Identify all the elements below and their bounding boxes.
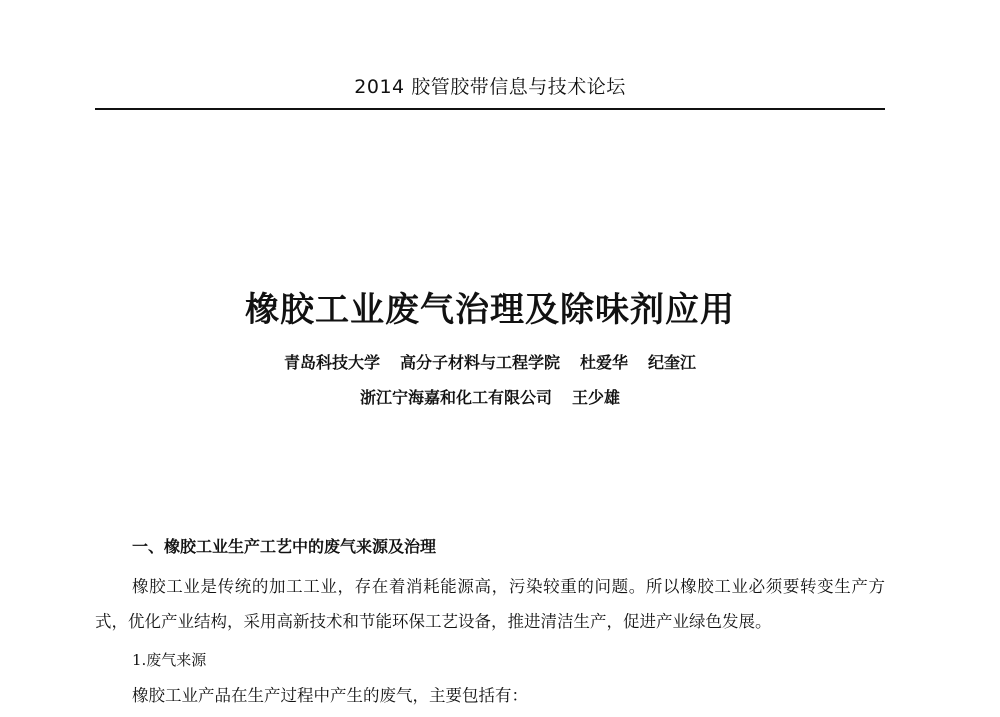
author-line-1 (95, 351, 885, 375)
article-title: 橡胶工业废气治理及除味剂应用 (245, 290, 735, 330)
author-name: 杜爱华 (580, 353, 629, 372)
author-name: 王少雄 (572, 388, 621, 407)
affiliation-college: 高分子材料与工程学院 (399, 353, 560, 372)
subsection-heading: 1.废气来源 (132, 651, 207, 669)
author-name: 纪奎江 (648, 353, 697, 372)
affiliation-university: 青岛科技大学 (283, 353, 380, 372)
running-header: 2014 胶管胶带信息与技术论坛 (354, 76, 626, 98)
section-heading: 一、橡胶工业生产工艺中的废气来源及治理 (132, 537, 437, 556)
body-paragraph: 橡胶工业产品在生产过程中产生的废气，主要包括有： (132, 686, 528, 705)
author-line-2 (95, 386, 885, 410)
body-paragraph: 橡胶工业是传统的加工工业，存在着消耗能源高，污染较重的问题。所以橡胶工业必须要转变生产方式，优化产业结构，采用高新技术和节能环保工艺设备，推进清洁生产，促进产业绿色发展。 (95, 577, 885, 631)
affiliation-company: 浙江宁海嘉和化工有限公司 (359, 388, 552, 407)
header-rule (95, 108, 885, 110)
